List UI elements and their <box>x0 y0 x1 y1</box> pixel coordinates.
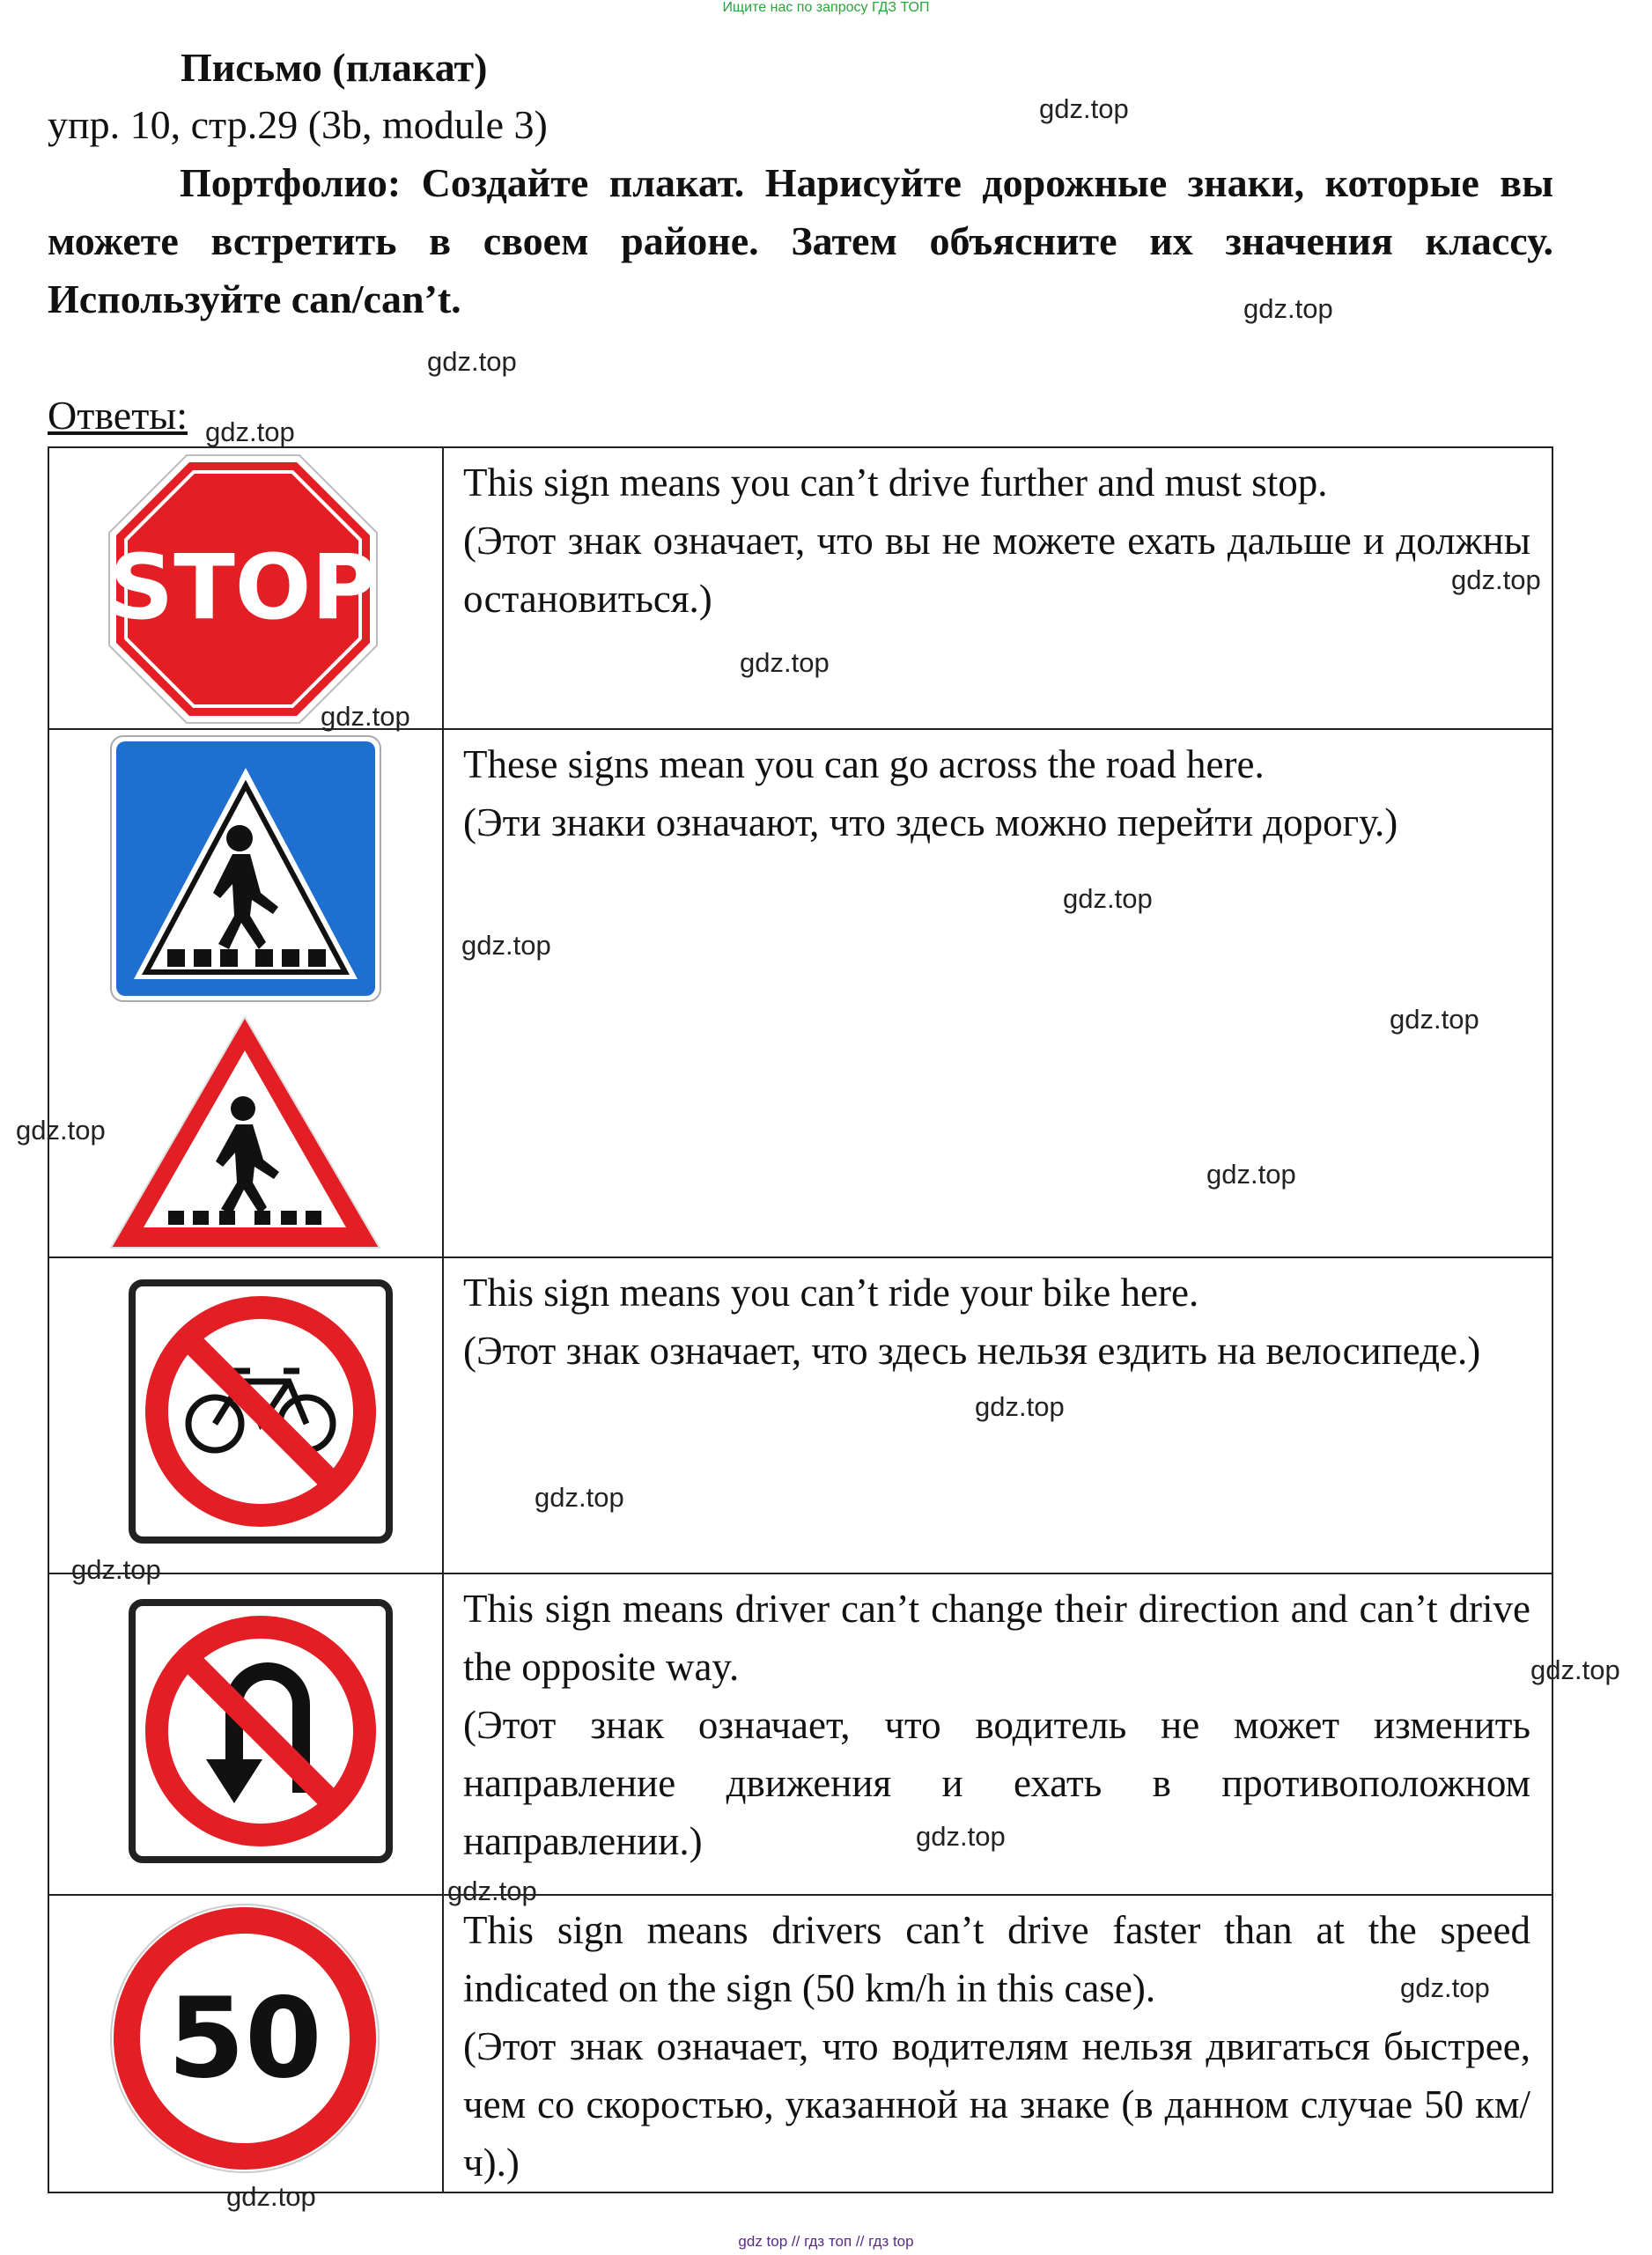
watermark: gdz.top <box>916 1821 1006 1852</box>
exercise-reference: упр. 10, стр.29 (3b, module 3) <box>48 102 548 147</box>
watermark: gdz.top <box>205 416 295 447</box>
watermark: gdz.top <box>1243 293 1333 324</box>
watermark: gdz.top <box>447 1875 537 1906</box>
table-row <box>48 729 1552 1257</box>
sign-cell <box>48 1573 443 1895</box>
watermark: gdz.top <box>740 647 830 678</box>
pedestrian-crossing-warning-sign-icon <box>107 1012 384 1254</box>
answers-label: Ответы: <box>48 393 188 438</box>
speed-limit-50-sign-icon <box>107 1900 384 2178</box>
answer-russian: (Этот знак означает, что водителям нельзя двигаться быстрее, чем со скоростью, указанной на знаке (в данном случае 50 км/ч).) <box>463 2024 1530 2185</box>
answer-text-cell <box>443 447 1552 729</box>
bottom-banner: gdz top // гдз топ // гдз top <box>738 2233 914 2250</box>
answer-russian: (Эти знаки означают, что здесь можно перейти дорогу.) <box>463 800 1398 844</box>
watermark: gdz.top <box>226 2181 316 2212</box>
sign-cell <box>48 1895 443 2192</box>
watermark: gdz.top <box>535 1482 624 1513</box>
watermark: gdz.top <box>321 701 410 732</box>
page-title: Письмо (плакат) <box>181 45 488 90</box>
watermark: gdz.top <box>1206 1159 1296 1190</box>
answer-russian: (Этот знак означает, что водитель не может изменить направление движения и ехать в противоположном направлении.) <box>463 1703 1530 1863</box>
no-u-turn-sign-icon <box>129 1599 393 1863</box>
watermark: gdz.top <box>71 1554 161 1585</box>
watermark: gdz.top <box>1039 93 1129 124</box>
answer-russian: (Этот знак означает, что вы не можете ехать дальше и должны остановиться.) <box>463 519 1530 621</box>
answer-english: This sign means driver can’t change their direction and can’t drive the opposite way. <box>463 1587 1530 1689</box>
table-row <box>48 1257 1552 1573</box>
sign-cell <box>48 447 443 729</box>
watermark: gdz.top <box>461 930 551 961</box>
table-row <box>48 447 1552 729</box>
watermark: gdz.top <box>1530 1654 1620 1685</box>
watermark: gdz.top <box>1451 564 1541 595</box>
answers-table <box>48 446 1553 2193</box>
answer-english: This sign means drivers can’t drive faster than at the speed indicated on the sign (50 km/h in this case). <box>463 1908 1530 2010</box>
top-banner: Ищите нас по запросу ГДЗ ТОП <box>722 0 930 15</box>
sign-cell <box>48 729 443 1257</box>
watermark: gdz.top <box>16 1115 106 1146</box>
answer-text-cell <box>443 1895 1552 2192</box>
watermark: gdz.top <box>1400 1972 1490 2003</box>
watermark: gdz.top <box>1063 883 1153 914</box>
no-bicycles-sign-icon <box>129 1279 393 1544</box>
answer-english: These signs mean you can go across the road here. <box>463 742 1265 786</box>
speed-limit-text: 50 <box>167 1973 322 2103</box>
answer-english: This sign means you can’t ride your bike here. <box>463 1271 1199 1315</box>
answer-english: This sign means you can’t drive further and must stop. <box>463 461 1328 505</box>
watermark: gdz.top <box>1390 1004 1479 1035</box>
answer-text-cell <box>443 729 1552 1257</box>
watermark: gdz.top <box>427 346 517 377</box>
sign-cell <box>48 1257 443 1573</box>
stop-sign-icon <box>107 453 380 726</box>
watermark: gdz.top <box>975 1391 1065 1422</box>
table-row <box>48 1573 1552 1895</box>
answer-russian: (Этот знак означает, что здесь нельзя ездить на велосипеде.) <box>463 1329 1481 1373</box>
pedestrian-crossing-sign-icon <box>109 734 382 1003</box>
task-description: Портфолио: Создайте плакат. Нарисуйте дорожные знаки, которые вы можете встретить в своем районе. Затем объясните их значения классу. Используйте can/can’t. <box>48 160 1553 321</box>
stop-sign-text: STOP <box>108 535 378 640</box>
table-row <box>48 1895 1552 2192</box>
